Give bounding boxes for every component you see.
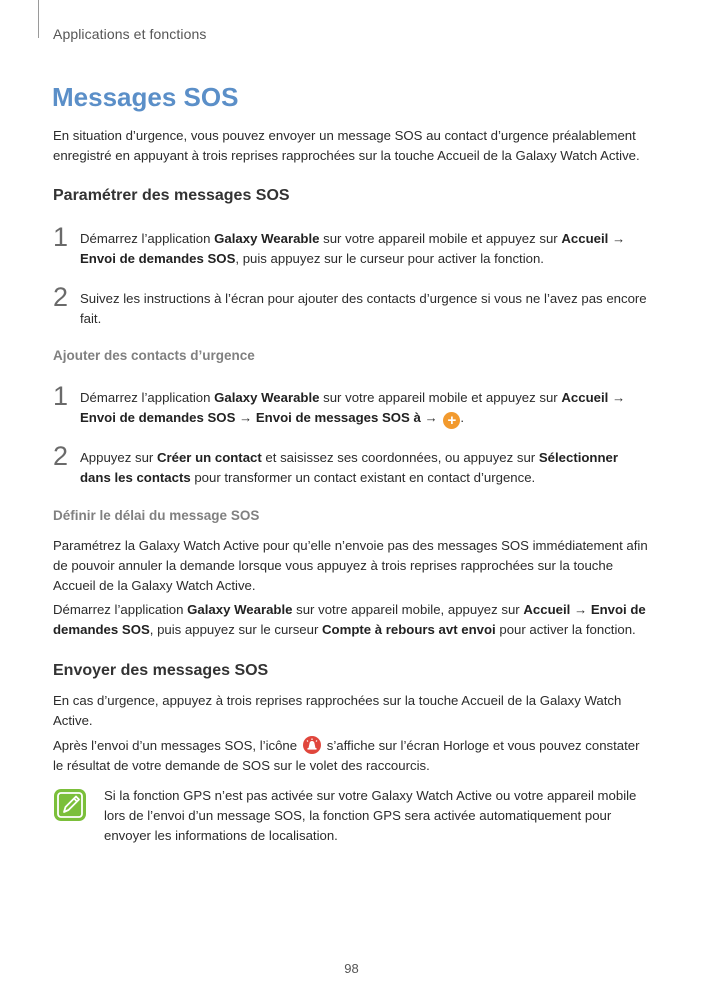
add-icon: + bbox=[443, 412, 460, 429]
section-heading-send: Envoyer des messages SOS bbox=[53, 662, 269, 679]
step-text: Démarrez l’application Galaxy Wearable sur votre appareil mobile et appuyez sur Accueil → Envoi de demandes SOS, puis appuyez sur le curseur pour activer la fonction. bbox=[80, 231, 626, 266]
page-title: Messages SOS bbox=[52, 82, 239, 112]
delay-paragraph-2: Démarrez l’application Galaxy Wearable sur votre appareil mobile, appuyez sur Accueil → Envoi de demandes SOS, puis appuyez sur le curseur Compte à rebours avt envoi pour activer la fonction. bbox=[53, 602, 646, 637]
note-pencil-icon bbox=[53, 788, 87, 822]
step-number: 2 bbox=[53, 282, 69, 312]
contacts-step-2 bbox=[53, 441, 649, 488]
setup-step-1 bbox=[53, 222, 649, 269]
setup-step-2 bbox=[53, 282, 649, 329]
subsection-heading-delay: Définir le délai du message SOS bbox=[53, 508, 260, 523]
section-heading-setup: Paramétrer des messages SOS bbox=[53, 187, 290, 204]
header-divider bbox=[38, 0, 39, 38]
step-text: Suivez les instructions à l’écran pour ajouter des contacts d’urgence si vous ne l’avez pas encore fait. bbox=[80, 291, 647, 326]
step-number: 2 bbox=[53, 441, 69, 471]
delay-paragraph-1: Paramétrez la Galaxy Watch Active pour qu’elle n’envoie pas des messages SOS immédiatement afin de pouvoir annuler la demande lorsque vous appuyez à trois reprises rapprochées sur la touche Accueil de la Galaxy Watch Active. bbox=[53, 538, 648, 593]
contacts-step-1 bbox=[53, 381, 649, 429]
page-number: 98 bbox=[344, 961, 359, 976]
subsection-heading-contacts: Ajouter des contacts d’urgence bbox=[53, 348, 255, 363]
chapter-title: Applications et fonctions bbox=[53, 26, 207, 42]
sos-alert-icon bbox=[303, 736, 321, 754]
send-paragraph-2: Après l’envoi d’un messages SOS, l’icône s’affiche sur l’écran Horloge et vous pouvez constater le résultat de votre demande de SOS sur le volet des raccourcis. bbox=[53, 738, 640, 773]
step-number: 1 bbox=[53, 222, 69, 252]
send-paragraph-1: En cas d’urgence, appuyez à trois reprises rapprochées sur la touche Accueil de la Galaxy Watch Active. bbox=[53, 693, 622, 728]
note-text: Si la fonction GPS n’est pas activée sur votre Galaxy Watch Active ou votre appareil mobile lors de l’envoi d’un message SOS, la fonction GPS sera activée automatiquement pour envoyer les informations de localisation. bbox=[104, 788, 637, 843]
step-text: Appuyez sur Créer un contact et saisissez ses coordonnées, ou appuyez sur Sélectionner dans les contacts pour transformer un contact existant en contact d’urgence. bbox=[80, 450, 619, 485]
step-number: 1 bbox=[53, 381, 69, 411]
step-text: Démarrez l’application Galaxy Wearable sur votre appareil mobile et appuyez sur Accueil → Envoi de demandes SOS → Envoi de messages SOS à → + . bbox=[80, 390, 626, 429]
intro-paragraph: En situation d’urgence, vous pouvez envoyer un message SOS au contact d’urgence préalablement enregistré en appuyant à trois reprises rapprochées sur la touche Accueil de la Galaxy Watch Active. bbox=[53, 128, 640, 163]
